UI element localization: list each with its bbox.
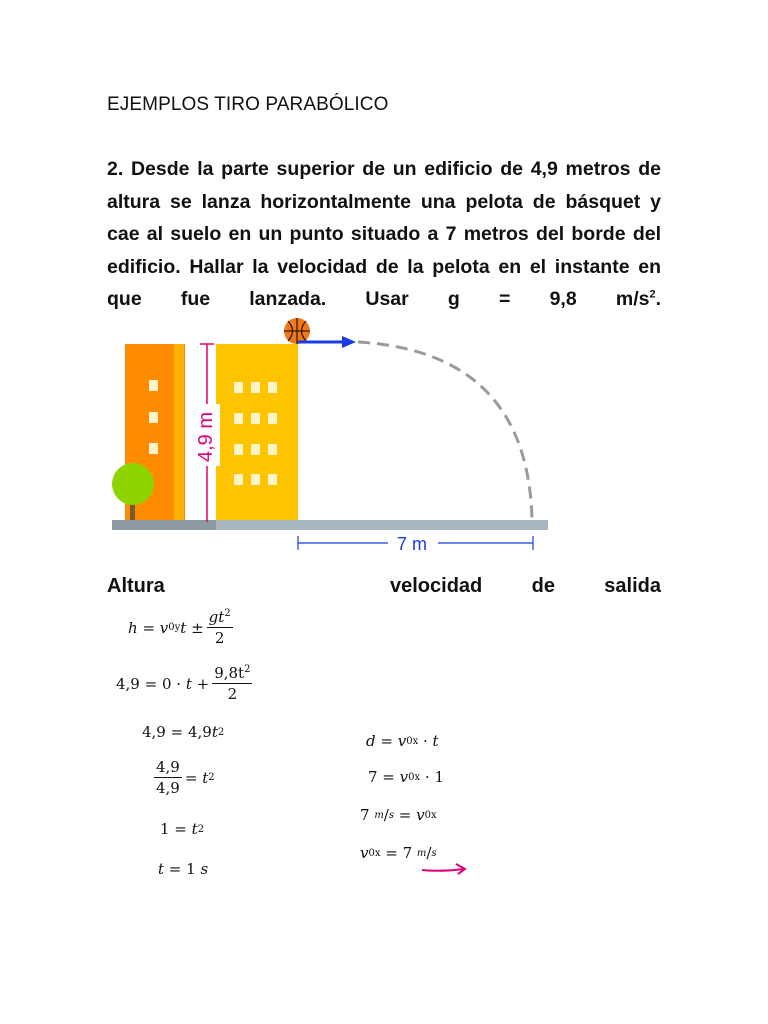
eq-symbol: t xyxy=(432,732,439,750)
ground-shadow xyxy=(112,520,216,530)
equation-velocity-units: 7 m / s = v 0x xyxy=(360,806,437,824)
eq-numerator: 9,8t xyxy=(214,664,245,682)
eq-operator: ± xyxy=(191,618,204,637)
eq-symbol: t xyxy=(158,860,165,878)
eq-exponent: 2 xyxy=(217,726,225,738)
eq-subscript: 0x xyxy=(424,809,437,821)
equation-distance: d = v 0x · t xyxy=(366,732,439,750)
salida-word-1: velocidad xyxy=(390,575,483,597)
eq-value: 4,9 = 4,9 xyxy=(142,723,212,741)
window xyxy=(268,382,277,393)
eq-value: = 7 xyxy=(380,844,417,862)
window xyxy=(234,382,243,393)
altura-label: Altura xyxy=(107,575,165,597)
eq-denominator: 2 xyxy=(227,685,238,703)
eq-unit: m xyxy=(374,809,384,821)
equation-distance-sub xyxy=(368,768,444,786)
eq-unit: s xyxy=(388,809,394,821)
eq-denominator: 2 xyxy=(214,629,225,647)
eq-symbol: v xyxy=(399,768,409,786)
eq-subscript: 0y xyxy=(168,622,181,633)
window xyxy=(251,382,260,393)
eq-symbol: t xyxy=(185,674,192,693)
eq-denominator: 4,9 xyxy=(156,779,180,797)
eq-fraction xyxy=(212,664,252,703)
eq-symbol: h xyxy=(128,618,138,637)
eq-numerator: 4,9 xyxy=(156,758,180,776)
eq-unit: s xyxy=(431,847,437,859)
eq-value: 7 = xyxy=(368,768,400,786)
window xyxy=(234,413,243,424)
projectile-figure xyxy=(108,312,553,560)
vector-arrow-icon xyxy=(420,860,470,878)
eq-subscript: 0x xyxy=(368,847,381,859)
eq-fraction xyxy=(207,608,233,647)
equation-substitution: 4,9 = 0 · t + $\frac{9,8t^2}{2}$ xyxy=(116,664,251,703)
eq-symbol: v xyxy=(360,844,369,862)
tree-icon xyxy=(112,463,154,505)
salida-word-3: salida xyxy=(604,575,661,597)
velocity-arrow-head xyxy=(342,336,356,348)
eq-subscript: 0x xyxy=(408,771,421,783)
yellow-building xyxy=(216,344,298,522)
eq-fraction xyxy=(154,758,182,797)
window xyxy=(268,444,277,455)
eq-value: · 1 xyxy=(420,768,445,786)
orange-building-side xyxy=(174,344,184,522)
eq-exponent: 2 xyxy=(244,664,251,675)
problem-statement xyxy=(107,153,661,316)
eq-symbol: v xyxy=(159,618,169,637)
eq-symbol: v xyxy=(416,806,425,824)
eq-symbol: t xyxy=(191,820,198,838)
eq-symbol: t xyxy=(180,618,187,637)
equation-t-squared xyxy=(160,820,204,838)
window xyxy=(251,474,260,485)
equation-height: h = v 0y t ± $\frac{gt^2}{2}$ xyxy=(128,608,231,647)
eq-unit: m xyxy=(416,847,427,859)
equation-simplified xyxy=(142,723,224,741)
window xyxy=(268,474,277,485)
eq-value: 7 xyxy=(360,806,375,824)
eq-unit: s xyxy=(200,860,209,878)
eq-exponent: 2 xyxy=(208,772,215,783)
eq-exponent: 2 xyxy=(224,608,231,619)
eq-value: 4,9 xyxy=(116,674,140,693)
window xyxy=(234,444,243,455)
window xyxy=(268,413,277,424)
eq-numerator: gt xyxy=(208,608,225,626)
window xyxy=(251,413,260,424)
height-label: 4,9 m xyxy=(195,411,217,462)
document-heading: EJEMPLOS TIRO PARABÓLICO xyxy=(107,94,389,115)
equation-time-result xyxy=(158,860,208,878)
equation-velocity-result: v 0x = 7 m / s xyxy=(360,844,437,862)
salida-word-2: de xyxy=(531,575,555,597)
problem-exponent: 2 xyxy=(649,288,656,301)
eq-symbol: t xyxy=(202,768,209,787)
problem-end: . xyxy=(655,288,661,310)
eq-value: 1 = xyxy=(160,820,187,838)
eq-symbol: t xyxy=(211,723,218,741)
eq-value: 0 xyxy=(161,674,172,693)
problem-text: 2. Desde la parte superior de un edificio de 4,9 metros de altura se lanza horizontalmente una pelota de básquet y cae al suelo en un punto situado a 7 metros del borde del edificio. Hallar la velocidad de la pelota en el instante en que fue lanzada. Usar g = 9,8 m/s xyxy=(107,158,661,310)
salida-label xyxy=(390,575,661,598)
window xyxy=(251,444,260,455)
eq-value: = 1 xyxy=(164,860,201,878)
window xyxy=(234,474,243,485)
eq-subscript: 0x xyxy=(406,735,419,747)
window xyxy=(149,412,158,423)
eq-symbol: v xyxy=(397,732,407,750)
equation-division: $\frac{4,9}{4,9}$ = t 2 xyxy=(156,758,215,797)
distance-label: 7 m xyxy=(397,534,428,554)
window xyxy=(149,443,158,454)
eq-symbol: d xyxy=(366,732,376,750)
eq-exponent: 2 xyxy=(197,823,205,835)
trajectory-path xyxy=(358,342,532,520)
window xyxy=(149,380,158,391)
